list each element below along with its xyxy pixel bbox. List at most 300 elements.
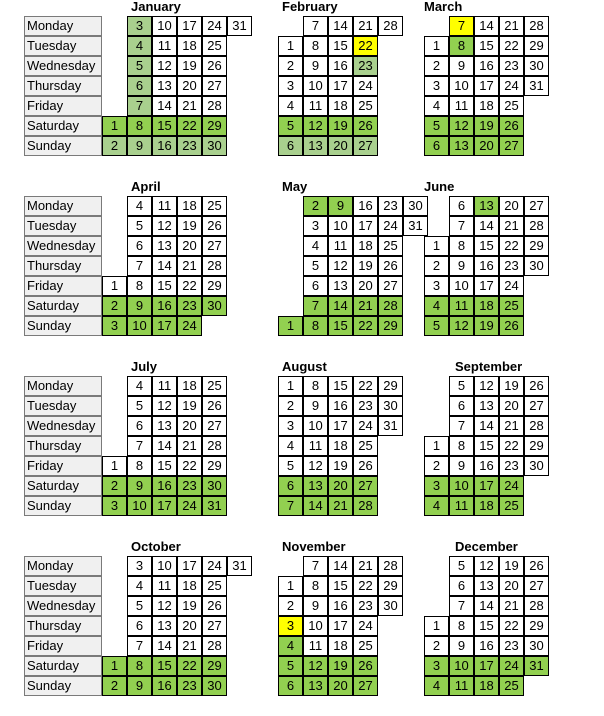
day-cell: 13 [303,676,328,696]
day-cell: 12 [474,556,499,576]
day-cell: 13 [152,616,177,636]
day-cell: 8 [303,36,328,56]
day-cell: 17 [152,496,177,516]
day-cell: 14 [328,556,353,576]
day-cell: 12 [474,376,499,396]
day-cell: 15 [474,616,499,636]
day-cell: 21 [177,256,202,276]
day-cell: 23 [499,456,524,476]
day-cell: 9 [449,456,474,476]
day-cell: 19 [328,456,353,476]
day-cell: 26 [202,396,227,416]
day-cell: 30 [524,256,549,276]
day-cell: 19 [499,556,524,576]
day-cell: 9 [303,596,328,616]
day-cell: 30 [378,396,403,416]
day-cell: 21 [353,16,378,36]
day-cell: 10 [328,216,353,236]
day-cell: 27 [524,396,549,416]
day-cell: 11 [303,636,328,656]
day-cell: 13 [449,136,474,156]
day-label: Saturday [24,656,102,676]
day-cell: 29 [378,376,403,396]
day-cell: 13 [303,136,328,156]
day-cell: 12 [449,316,474,336]
day-cell: 31 [524,76,549,96]
day-cell: 31 [227,16,252,36]
day-cell: 8 [303,376,328,396]
day-cell: 14 [328,296,353,316]
day-cell: 28 [378,296,403,316]
day-cell: 10 [449,656,474,676]
day-cell: 11 [449,496,474,516]
day-cell: 22 [177,116,202,136]
day-cell: 24 [499,656,524,676]
day-cell: 3 [102,316,127,336]
day-cell: 27 [202,416,227,436]
day-cell: 3 [424,476,449,496]
day-cell: 29 [202,276,227,296]
day-cell: 14 [152,256,177,276]
day-cell: 18 [177,576,202,596]
month-title: May [282,179,308,194]
day-cell: 4 [424,296,449,316]
day-cell: 25 [499,676,524,696]
day-cell: 1 [424,436,449,456]
day-cell: 10 [127,496,152,516]
day-cell: 19 [177,216,202,236]
day-label: Thursday [24,616,102,636]
day-cell: 29 [202,656,227,676]
day-cell: 7 [127,256,152,276]
day-cell: 16 [474,636,499,656]
day-cell: 11 [152,376,177,396]
month-title: September [455,359,523,374]
day-cell: 8 [303,316,328,336]
day-cell: 11 [449,96,474,116]
day-cell: 23 [499,636,524,656]
day-cell: 22 [177,276,202,296]
day-cell: 5 [127,216,152,236]
day-cell: 1 [278,36,303,56]
month-title: November [282,539,346,554]
day-cell: 7 [449,596,474,616]
day-cell: 26 [524,376,549,396]
day-label: Friday [24,276,102,296]
day-cell: 13 [152,236,177,256]
day-cell: 5 [278,116,303,136]
day-cell: 27 [499,136,524,156]
day-cell: 4 [127,576,152,596]
day-cell: 14 [474,216,499,236]
day-cell: 26 [353,656,378,676]
day-cell: 25 [202,36,227,56]
day-cell: 2 [278,396,303,416]
day-cell: 18 [474,496,499,516]
day-cell: 12 [303,456,328,476]
day-cell: 3 [102,496,127,516]
day-cell: 29 [524,436,549,456]
day-cell: 12 [152,396,177,416]
day-label: Sunday [24,136,102,156]
day-cell: 16 [152,136,177,156]
day-cell: 2 [424,256,449,276]
day-cell: 23 [353,56,378,76]
day-label: Monday [24,556,102,576]
day-cell: 28 [524,416,549,436]
day-cell: 27 [353,136,378,156]
day-cell: 20 [177,236,202,256]
day-cell: 18 [328,636,353,656]
day-cell: 26 [202,596,227,616]
day-cell: 22 [353,316,378,336]
day-label: Wednesday [24,596,102,616]
day-cell: 9 [303,396,328,416]
day-cell: 28 [378,556,403,576]
day-cell: 23 [353,396,378,416]
day-cell: 24 [177,316,202,336]
day-cell: 27 [202,76,227,96]
day-cell: 18 [328,96,353,116]
day-cell: 25 [202,196,227,216]
day-cell: 20 [177,416,202,436]
day-cell: 2 [424,56,449,76]
day-cell: 11 [303,436,328,456]
day-cell: 4 [127,196,152,216]
day-label: Tuesday [24,36,102,56]
day-cell: 7 [449,16,474,36]
day-cell: 3 [424,76,449,96]
day-cell: 27 [524,576,549,596]
day-cell: 28 [202,256,227,276]
month-title: October [131,539,181,554]
day-cell: 31 [202,496,227,516]
day-cell: 3 [278,76,303,96]
day-cell: 29 [524,236,549,256]
day-cell: 15 [474,36,499,56]
day-cell: 10 [303,616,328,636]
day-cell: 22 [499,236,524,256]
day-cell: 7 [449,216,474,236]
day-label: Tuesday [24,576,102,596]
day-cell: 14 [474,596,499,616]
day-cell: 20 [499,196,524,216]
day-cell: 2 [278,56,303,76]
day-cell: 26 [353,456,378,476]
month-title: March [424,0,463,14]
day-cell: 14 [152,96,177,116]
day-cell: 16 [152,476,177,496]
day-cell: 5 [303,256,328,276]
day-cell: 19 [328,116,353,136]
day-cell: 22 [353,576,378,596]
day-cell: 5 [449,556,474,576]
day-label: Wednesday [24,56,102,76]
day-cell: 18 [177,36,202,56]
day-cell: 24 [353,76,378,96]
day-cell: 21 [499,16,524,36]
day-label: Monday [24,196,102,216]
day-cell: 25 [353,636,378,656]
day-cell: 3 [127,16,152,36]
day-cell: 15 [328,316,353,336]
day-cell: 16 [328,596,353,616]
day-cell: 17 [328,416,353,436]
day-cell: 8 [127,276,152,296]
day-cell: 1 [102,276,127,296]
day-cell: 2 [102,136,127,156]
day-label: Tuesday [24,216,102,236]
day-cell: 4 [127,36,152,56]
day-cell: 12 [152,216,177,236]
month-title: January [131,0,181,14]
day-label: Sunday [24,316,102,336]
day-cell: 20 [328,476,353,496]
day-cell: 6 [127,416,152,436]
day-cell: 6 [303,276,328,296]
day-cell: 6 [127,616,152,636]
day-cell: 16 [353,196,378,216]
day-cell: 7 [303,296,328,316]
day-cell: 9 [449,636,474,656]
day-cell: 15 [152,656,177,676]
day-cell: 25 [202,376,227,396]
day-cell: 23 [499,56,524,76]
day-label: Tuesday [24,396,102,416]
day-cell: 10 [449,76,474,96]
day-cell: 19 [177,596,202,616]
day-cell: 19 [328,656,353,676]
day-cell: 31 [227,556,252,576]
day-cell: 15 [152,116,177,136]
day-label: Friday [24,96,102,116]
day-cell: 11 [152,36,177,56]
day-cell: 21 [499,596,524,616]
day-cell: 25 [353,96,378,116]
day-cell: 4 [127,376,152,396]
day-cell: 23 [353,596,378,616]
day-cell: 10 [152,16,177,36]
day-cell: 18 [474,296,499,316]
day-cell: 26 [524,556,549,576]
day-cell: 25 [499,296,524,316]
day-cell: 19 [499,376,524,396]
day-cell: 18 [177,196,202,216]
day-label: Monday [24,376,102,396]
day-cell: 2 [278,596,303,616]
day-cell: 30 [378,596,403,616]
day-cell: 14 [152,636,177,656]
day-cell: 15 [474,236,499,256]
day-cell: 9 [449,256,474,276]
day-cell: 6 [278,676,303,696]
day-cell: 24 [499,476,524,496]
day-cell: 10 [449,476,474,496]
day-cell: 16 [328,56,353,76]
day-cell: 28 [524,596,549,616]
day-cell: 6 [127,76,152,96]
day-cell: 17 [474,476,499,496]
day-cell: 4 [424,96,449,116]
day-cell: 23 [499,256,524,276]
day-cell: 15 [474,436,499,456]
day-cell: 8 [449,236,474,256]
day-cell: 8 [127,116,152,136]
day-cell: 30 [202,676,227,696]
day-cell: 7 [127,96,152,116]
day-cell: 9 [328,196,353,216]
day-cell: 15 [328,576,353,596]
day-cell: 31 [378,416,403,436]
day-cell: 14 [474,16,499,36]
day-cell: 13 [474,396,499,416]
day-cell: 25 [378,236,403,256]
day-cell: 13 [303,476,328,496]
day-cell: 18 [328,436,353,456]
day-cell: 22 [177,456,202,476]
day-cell: 9 [127,476,152,496]
day-cell: 15 [152,276,177,296]
day-cell: 20 [328,676,353,696]
day-cell: 24 [353,616,378,636]
day-cell: 1 [102,656,127,676]
day-cell: 15 [328,36,353,56]
day-cell: 18 [474,96,499,116]
day-cell: 30 [202,476,227,496]
day-cell: 10 [449,276,474,296]
day-label: Wednesday [24,236,102,256]
day-cell: 2 [102,476,127,496]
day-cell: 26 [202,56,227,76]
day-cell: 26 [378,256,403,276]
day-cell: 8 [449,36,474,56]
day-cell: 31 [403,216,428,236]
day-cell: 28 [378,16,403,36]
day-cell: 10 [127,316,152,336]
day-cell: 26 [499,316,524,336]
day-cell: 25 [499,496,524,516]
day-cell: 13 [152,76,177,96]
day-cell: 13 [474,576,499,596]
day-cell: 22 [353,376,378,396]
day-cell: 26 [353,116,378,136]
day-cell: 9 [127,676,152,696]
day-cell: 2 [303,196,328,216]
day-cell: 17 [474,76,499,96]
day-cell: 29 [524,616,549,636]
day-cell: 4 [424,676,449,696]
day-cell: 12 [303,116,328,136]
day-cell: 1 [102,116,127,136]
day-cell: 22 [177,656,202,676]
day-cell: 18 [353,236,378,256]
day-cell: 2 [424,636,449,656]
day-cell: 1 [278,316,303,336]
day-label: Sunday [24,676,102,696]
day-cell: 7 [127,636,152,656]
day-cell: 27 [353,676,378,696]
day-cell: 1 [278,376,303,396]
day-label: Saturday [24,476,102,496]
day-cell: 6 [449,196,474,216]
day-cell: 10 [303,76,328,96]
day-label: Monday [24,16,102,36]
day-cell: 1 [424,36,449,56]
day-cell: 17 [177,556,202,576]
day-cell: 26 [202,216,227,236]
day-cell: 6 [449,576,474,596]
day-cell: 6 [278,136,303,156]
day-cell: 8 [127,456,152,476]
day-cell: 7 [278,496,303,516]
day-cell: 8 [303,576,328,596]
day-cell: 7 [303,16,328,36]
day-cell: 29 [202,456,227,476]
day-cell: 27 [202,236,227,256]
day-cell: 30 [524,56,549,76]
day-label: Saturday [24,116,102,136]
day-cell: 30 [403,196,428,216]
day-cell: 22 [499,616,524,636]
day-cell: 12 [152,596,177,616]
day-cell: 28 [202,96,227,116]
day-cell: 16 [474,456,499,476]
day-cell: 11 [152,576,177,596]
day-cell: 23 [177,296,202,316]
day-label: Thursday [24,436,102,456]
day-cell: 2 [424,456,449,476]
day-label: Sunday [24,496,102,516]
day-cell: 5 [127,596,152,616]
day-cell: 7 [449,416,474,436]
day-cell: 30 [524,636,549,656]
day-cell: 7 [127,436,152,456]
day-cell: 24 [353,416,378,436]
day-cell: 10 [152,556,177,576]
day-cell: 1 [102,456,127,476]
day-cell: 5 [449,376,474,396]
day-cell: 20 [474,136,499,156]
day-cell: 19 [474,116,499,136]
day-cell: 20 [499,396,524,416]
day-cell: 24 [177,496,202,516]
day-cell: 11 [152,196,177,216]
day-label: Thursday [24,256,102,276]
day-cell: 27 [202,616,227,636]
day-cell: 11 [303,96,328,116]
day-cell: 18 [474,676,499,696]
day-cell: 15 [152,456,177,476]
day-cell: 27 [524,196,549,216]
day-cell: 1 [278,576,303,596]
day-cell: 15 [328,376,353,396]
day-cell: 29 [202,116,227,136]
day-label: Saturday [24,296,102,316]
day-cell: 25 [353,436,378,456]
day-cell: 13 [328,276,353,296]
day-cell: 22 [499,36,524,56]
day-cell: 30 [202,136,227,156]
month-title: June [424,179,455,194]
day-cell: 13 [152,416,177,436]
day-cell: 3 [127,556,152,576]
day-cell: 21 [177,436,202,456]
day-cell: 24 [202,16,227,36]
day-cell: 4 [303,236,328,256]
day-cell: 5 [424,116,449,136]
day-cell: 18 [177,376,202,396]
day-cell: 23 [177,676,202,696]
